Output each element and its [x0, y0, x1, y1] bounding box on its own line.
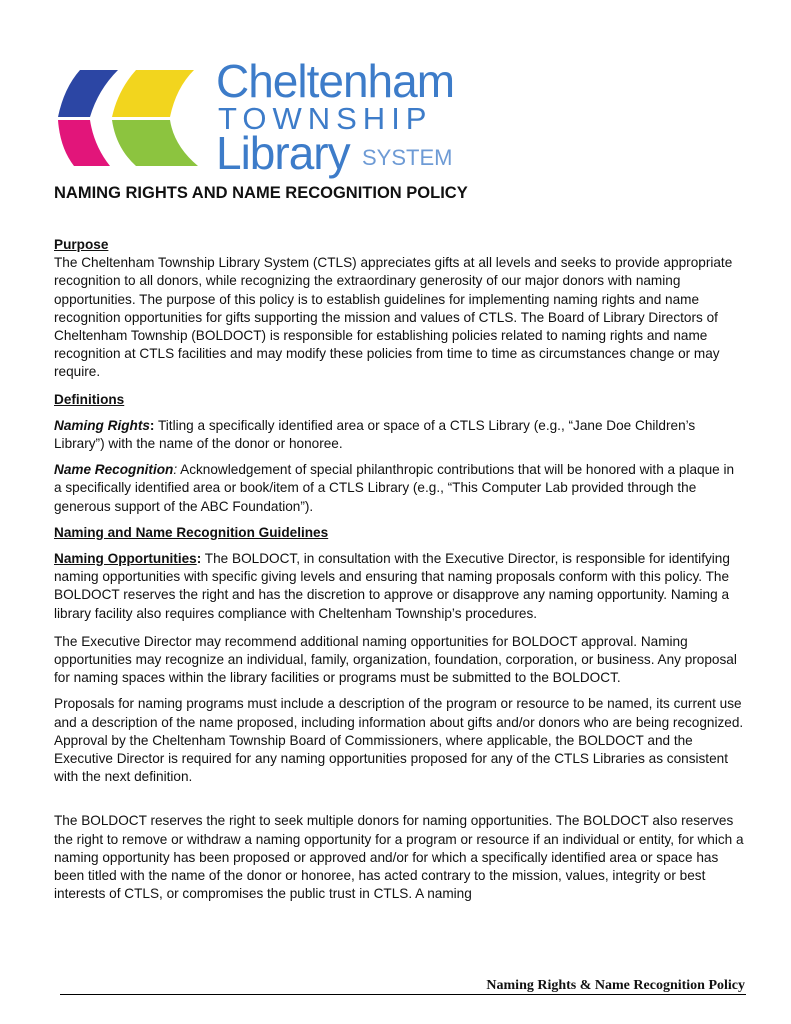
executive-director-paragraph: The Executive Director may recommend additional naming opportunities for BOLDOCT approval. Naming opportunities may recognize an individual, family, organization, foundation, corporation, or business. Any proposal for naming spaces within the library facilities or programs must be submitted to the BOLDOCT. — [54, 633, 737, 686]
name-recognition-definition — [54, 461, 744, 516]
naming-rights-definition — [54, 417, 744, 453]
naming-opportunities-colon: : — [196, 551, 202, 567]
footer-running-title: Naming Rights & Name Recognition Policy — [486, 978, 745, 993]
name-recognition-term: Name Recognition — [54, 462, 174, 478]
naming-rights-text: Titling a specifically identified area or space of a CTLS Library (e.g., “Jane Doe Children’s Library”) with the name of the donor or honoree. — [54, 417, 696, 452]
name-recognition-text: Acknowledgement of special philanthropic contributions that will be honored with a plaque in a specifically identified area or book/item of a CTLS Library (e.g., “This Computer Lab provided through the generous support of the ABC Foundation”). — [54, 462, 735, 514]
footer-rule — [60, 994, 746, 995]
guidelines-heading: Naming and Name Recognition Guidelines — [54, 524, 329, 540]
proposals-paragraph: Proposals for naming programs must include a description of the program or resource to be named, its current use and a description of the name proposed, including information about gifts and/or donors who are being recognized. Approval by the Cheltenham Township Board of Commissioners, where applicable, the BOLDOCT and the Executive Director is required for any naming opportunities proposed for any of the CTLS Libraries as consistent with the next definition. — [54, 696, 744, 785]
naming-rights-colon: : — [149, 417, 155, 433]
library-logo-mark-icon — [58, 62, 203, 172]
page-title: NAMING RIGHTS AND NAME RECOGNITION POLICY — [54, 184, 468, 202]
name-recognition-colon: : — [173, 462, 178, 478]
naming-opportunities-text: The BOLDOCT, in consultation with the Executive Director, is responsible for identifying naming opportunities with specific giving levels and ensuring that naming proposals conform with this policy. The BOLDOCT reserves the right and has the discretion to approve or disapprove any naming opportunity. Naming a library facility also requires compliance with Cheltenham Township’s procedures. — [54, 551, 730, 621]
naming-opportunities-paragraph — [54, 550, 744, 623]
logo-line-library: Library — [216, 127, 350, 179]
logo-green-shape — [112, 120, 198, 166]
purpose-heading: Purpose — [54, 237, 109, 252]
document-body — [54, 236, 744, 904]
library-logo — [58, 55, 455, 179]
logo-blue-shape — [58, 70, 118, 117]
logo-line-system: SYSTEM — [362, 145, 453, 170]
definitions-heading: Definitions — [54, 391, 125, 407]
logo-yellow-shape — [112, 70, 194, 117]
purpose-paragraph: The Cheltenham Township Library System (CTLS) appreciates gifts at all levels and seeks to provide appropriate recognition to all donors, while recognizing the extraordinary generosity of our major donors with naming opportunities. The purpose of this policy is to establish guidelines for implementing naming rights and name recognition opportunities for gifts supporting the mission and values of CTLS. The Board of Library Directors of Cheltenham Township (BOLDOCT) is responsible for establishing policies related to naming rights and name recognition at CTLS facilities and may modify these policies from time to time as circumstances change or may require. — [54, 255, 733, 380]
naming-opportunities-term: Naming Opportunities — [54, 551, 197, 567]
logo-line-cheltenham: Cheltenham — [216, 55, 455, 107]
logo-line-township: TOWNSHIP — [218, 101, 433, 136]
reservations-paragraph: The BOLDOCT reserves the right to seek multiple donors for naming opportunities. The BOLDOCT also reserves the right to remove or withdraw a naming opportunity for a program or resource if an individual or entity, for which a naming opportunity has been proposed or approved and/or for which a specifically identified area or space has been titled with the name of the donor or honoree, has acted contrary to the mission, values, integrity or best interests of CTLS, or compromises the public trust in CTLS. A naming — [54, 813, 744, 902]
logo-magenta-shape — [58, 120, 110, 166]
naming-rights-term: Naming Rights — [54, 417, 150, 433]
